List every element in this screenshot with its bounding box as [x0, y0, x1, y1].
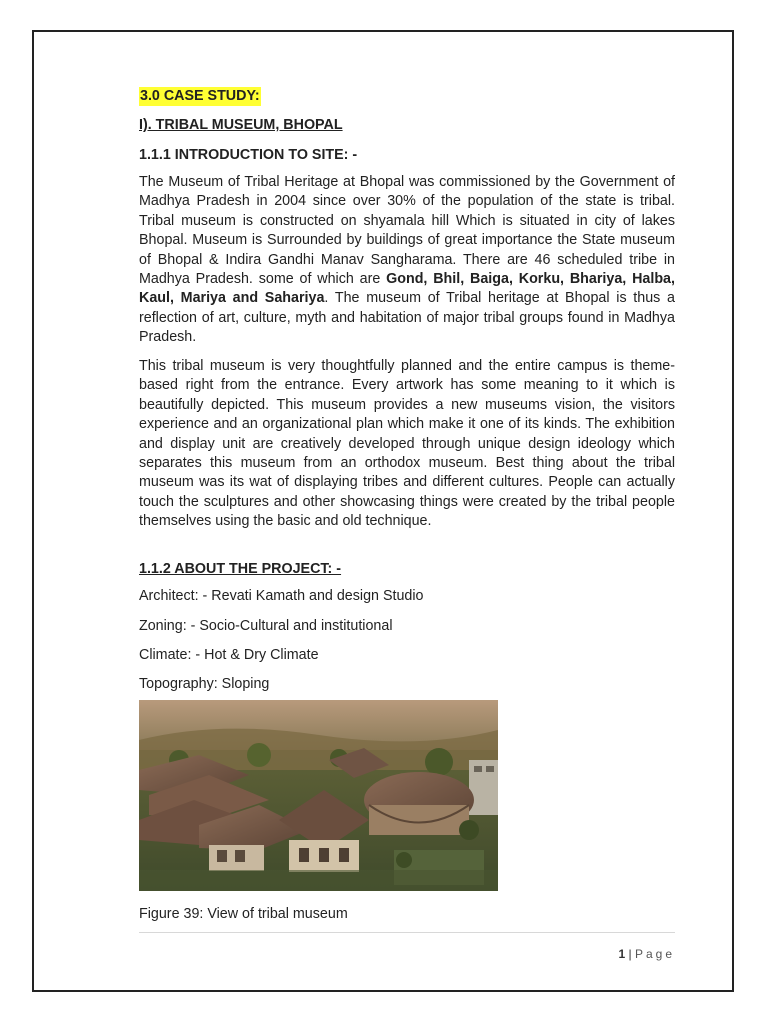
- intro-heading: 1.1.1 INTRODUCTION TO SITE: -: [139, 147, 358, 163]
- intro-text-part1: The Museum of Tribal Heritage at Bhopal was commissioned by the Government of Madhya Pradesh in 2004 since over 30% of the population of the state is tribal. Tribal museum is constructed on shyamala hill Which is situated in city of lakes Bhopal. Museum is Surrounded by buildings of great importance the State museum of Bhopal & Indira Gandhi Manav Sangharama. There are 46 scheduled tribe in Madhya Pradesh. some of which are: [139, 174, 675, 288]
- museum-title-heading: I). TRIBAL MUSEUM, BHOPAL: [139, 117, 343, 133]
- page-separator: |: [625, 947, 635, 961]
- tribes-list-bold: Gond, Bhil, Baiga, Korku, Bhariya, Halba, Kaul, Mariya and Sahariya: [139, 271, 675, 307]
- page-number: 1: [618, 947, 626, 961]
- page-footer: [618, 947, 675, 961]
- section-heading-case-study: 3.0 CASE STUDY:: [139, 87, 261, 106]
- architect-line: Architect: - Revati Kamath and design Studio: [139, 588, 424, 604]
- intro-paragraph: [139, 173, 675, 348]
- about-project-heading: 1.1.2 ABOUT THE PROJECT: -: [139, 561, 342, 577]
- page-word: Page: [634, 947, 675, 961]
- footer-divider: [139, 932, 675, 933]
- museum-description-paragraph: This tribal museum is very thoughtfully planned and the entire campus is theme-based right from the entrance. Every artwork has some meaning to it which is beautifully depicted. This museum provides a new museums vision, the visitors experience and an organizational plan which make it one of its kinds. The exhibition and display unit are creatively developed through unique design ideology which separates this museum from an orthodox museum. Best thing about the tribal museum was its wat of displaying tribes and different cultures. People can actually touch the sculptures and other showcasing things were created by the tribal people themselves using the basic and old technique.: [139, 358, 675, 530]
- tribal-museum-aerial-photo: [139, 700, 498, 891]
- climate-line: Climate: - Hot & Dry Climate: [139, 647, 319, 663]
- figure-caption: Figure 39: View of tribal museum: [139, 906, 348, 922]
- zoning-line: Zoning: - Socio-Cultural and institutional: [139, 618, 393, 634]
- topography-line: Topography: Sloping: [139, 676, 270, 692]
- intro-text-part2: . The museum of Tribal heritage at Bhopal is thus a reflection of art, culture, myth and habitation of major tribal groups found in Madhya Pradesh.: [139, 290, 675, 346]
